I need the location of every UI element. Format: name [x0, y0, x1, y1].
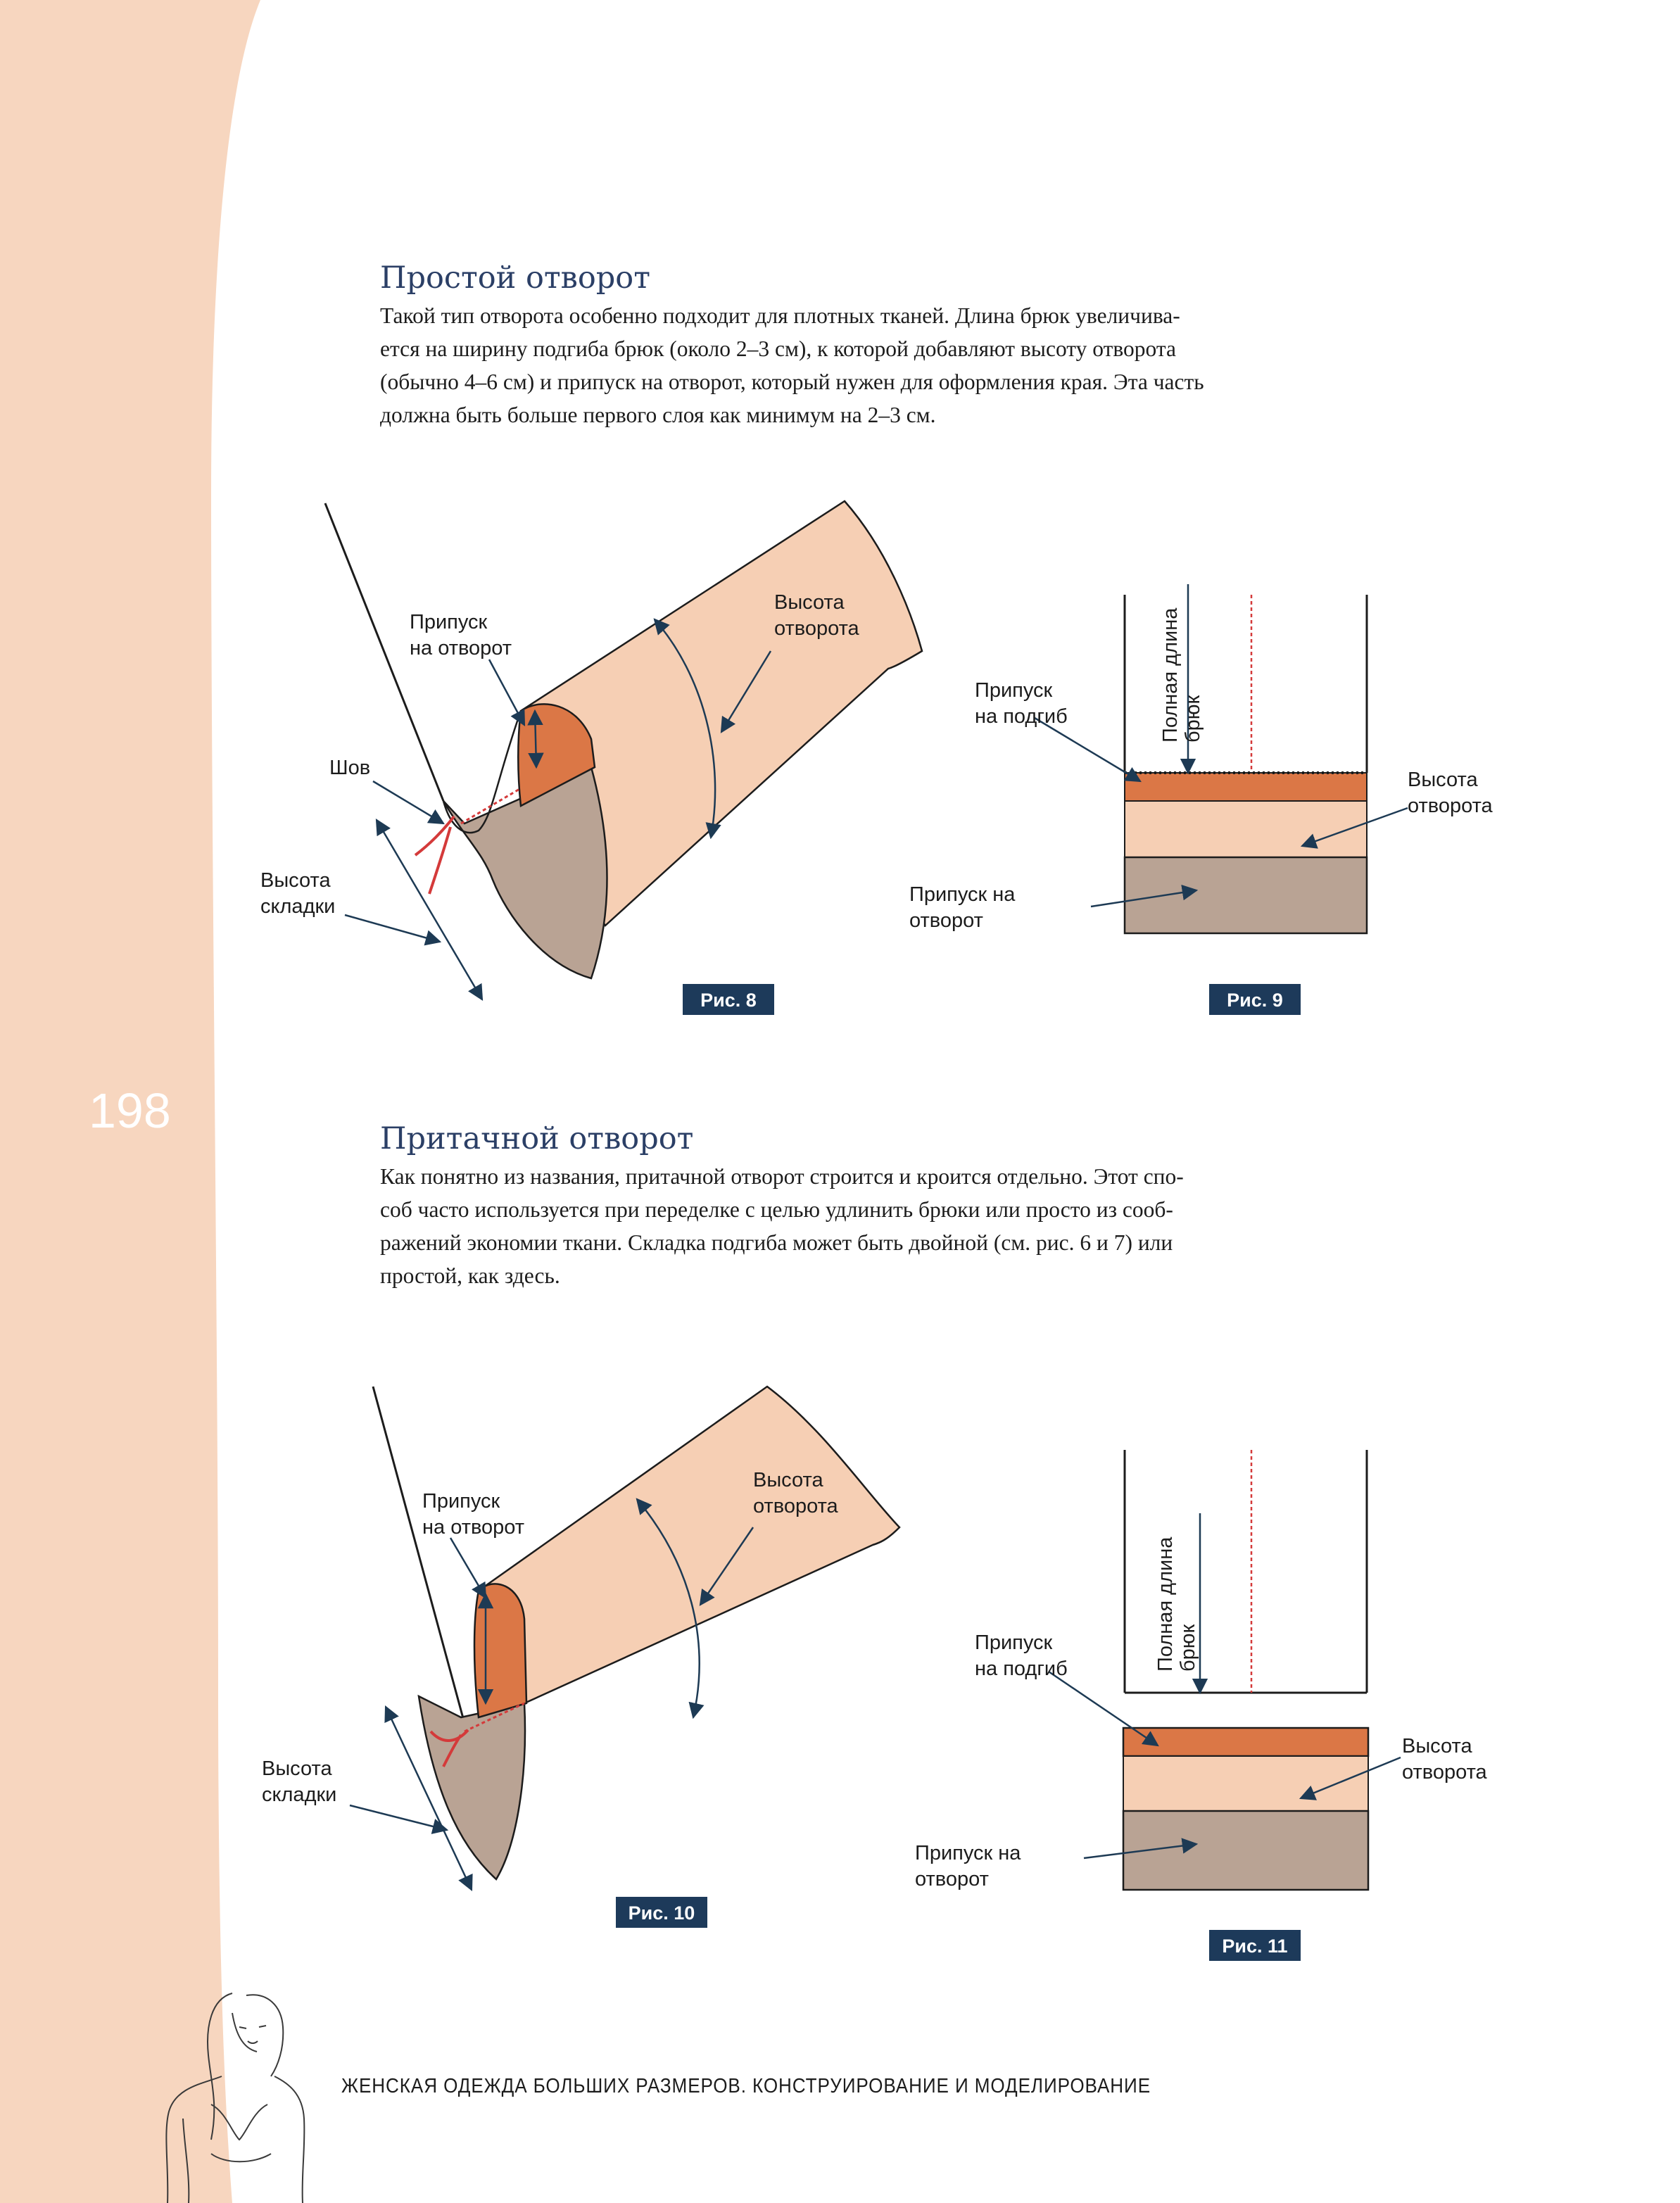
text-line: Такой тип отворота особенно подходит для плотных тканей. Длина брюк увеличива- — [380, 303, 1180, 328]
label-height-line2: отворота — [753, 1495, 838, 1517]
figure-8-illustration — [260, 501, 922, 1015]
cuff-tube — [479, 1387, 899, 1703]
hem-pointer — [1049, 1672, 1158, 1746]
figure-11-illustration — [915, 1450, 1488, 1961]
text-line: должна быть больше первого слоя как минимум на 2–3 см. — [380, 403, 936, 427]
label-full-length-line1: Полная длина — [1154, 1536, 1177, 1672]
label-hem-line2: на подгиб — [975, 1658, 1068, 1680]
label-hem-line1: Припуск — [975, 1631, 1053, 1654]
cuff-allowance-orange — [474, 1584, 526, 1717]
label-full-length-line2: брюк — [1182, 695, 1204, 743]
label-height-line2: отворота — [774, 617, 859, 640]
label-height-line2: отворота — [1408, 795, 1493, 817]
figure-11-caption: Рис. 11 — [1222, 1936, 1288, 1957]
figure-10-illustration — [262, 1387, 899, 1928]
label-height-line1: Высота — [1402, 1735, 1472, 1757]
label-allowance-line2: отворот — [909, 909, 983, 932]
label-height-line1: Высота — [1408, 769, 1478, 791]
seam-pointer — [373, 781, 443, 823]
fold-pointer — [350, 1805, 447, 1830]
text-line: Как понятно из названия, притачной отворот строится и кроится отдельно. Этот спо- — [380, 1164, 1184, 1189]
text-line: ется на ширину подгиба брюк (около 2–3 см), к которой добавляют высоту отворота — [380, 336, 1176, 361]
allowance-pointer — [489, 659, 524, 725]
text-line: (обычно 4–6 см) и припуск на отворот, который нужен для оформления края. Эта часть — [380, 370, 1204, 394]
hem-allowance-band — [1123, 1728, 1368, 1756]
label-allowance-line2: на отворот — [422, 1516, 525, 1539]
text-line: простой, как здесь. — [380, 1263, 560, 1288]
allowance-pointer — [450, 1538, 486, 1598]
trouser-leg-line — [373, 1387, 470, 1744]
label-allowance-line1: Припуск на — [915, 1842, 1021, 1864]
fold-measure-arrow — [377, 820, 482, 999]
label-hem-line1: Припуск — [975, 679, 1053, 702]
label-height-line1: Высота — [753, 1469, 823, 1491]
section-heading-simple-cuff: Простой отворот — [380, 260, 650, 296]
figure-9-caption: Рис. 9 — [1227, 990, 1283, 1011]
text-line: соб часто используется при переделке с целью удлинить брюки или просто из сооб- — [380, 1197, 1173, 1222]
label-full-length-line1: Полная длина — [1159, 607, 1182, 743]
fold-pointer — [345, 915, 440, 942]
label-full-length-line2: брюк — [1177, 1624, 1199, 1672]
cuff-allowance-band — [1123, 1811, 1368, 1890]
figure-8-caption: Рис. 8 — [700, 990, 757, 1011]
hem-allowance-band — [1125, 773, 1367, 801]
section-heading-sewn-cuff: Притачной отворот — [380, 1121, 694, 1156]
label-hem-line2: на подгиб — [975, 705, 1068, 728]
cuff-height-band — [1123, 1756, 1368, 1811]
running-title: ЖЕНСКАЯ ОДЕЖДА БОЛЬШИХ РАЗМЕРОВ. КОНСТРУИРОВАНИЕ И МОДЕЛИРОВАНИЕ — [341, 2075, 1151, 2097]
label-allowance-line1: Припуск — [410, 611, 488, 633]
label-height-line1: Высота — [774, 591, 845, 614]
label-fold-line1: Высота — [260, 869, 331, 892]
label-allowance-line1: Припуск — [422, 1490, 500, 1513]
figure-10-caption: Рис. 10 — [628, 1902, 695, 1924]
label-seam: Шов — [329, 757, 371, 779]
page-number: 198 — [89, 1083, 171, 1138]
cuff-inner-taupe — [419, 1696, 525, 1879]
text-line: ражений экономии ткани. Складка подгиба может быть двойной (см. рис. 6 и 7) или — [380, 1230, 1173, 1255]
label-height-line2: отворота — [1402, 1761, 1487, 1784]
label-fold-line2: складки — [260, 895, 336, 918]
label-fold-line1: Высота — [262, 1757, 332, 1780]
seam-mark — [415, 816, 454, 894]
label-fold-line2: складки — [262, 1784, 337, 1806]
label-allowance-line1: Припуск на — [909, 883, 1016, 906]
label-allowance-line2: на отворот — [410, 637, 512, 659]
label-allowance-line2: отворот — [915, 1868, 989, 1890]
figure-9-illustration — [909, 584, 1493, 1015]
cuff-height-band — [1125, 801, 1367, 857]
